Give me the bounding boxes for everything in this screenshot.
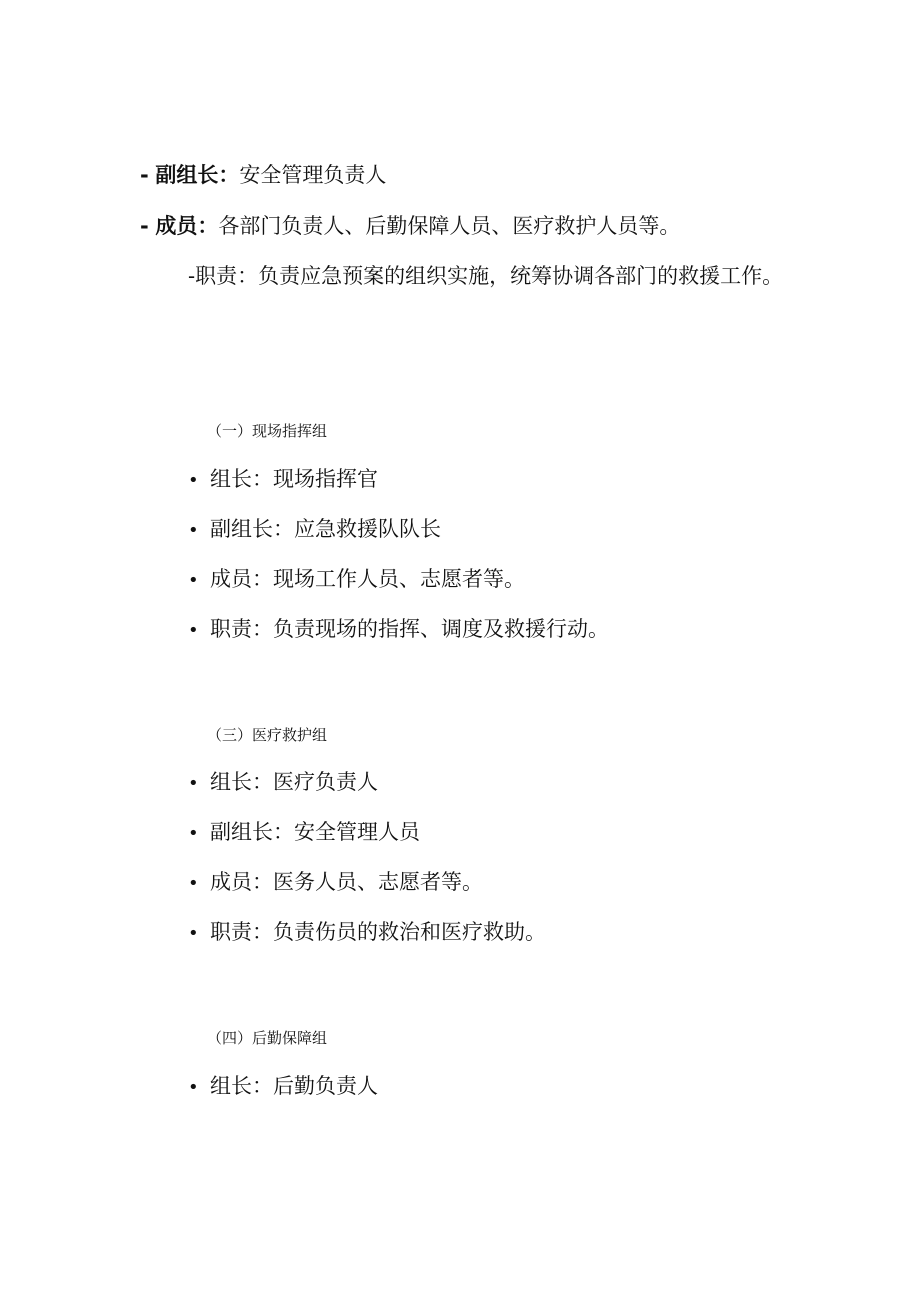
bullet-icon: • xyxy=(188,773,199,794)
group-heading-onsite-command: （一）现场指挥组 xyxy=(207,422,328,440)
deputy-leader-label: 副组长： xyxy=(155,163,240,187)
list-item-text: 职责：负责伤员的救治和医疗救助。 xyxy=(210,920,546,944)
list-item xyxy=(188,514,441,546)
list-item xyxy=(188,767,378,799)
list-item-text: 组长：现场指挥官 xyxy=(210,467,378,491)
list-item xyxy=(188,867,483,899)
list-item xyxy=(188,817,420,849)
list-item-text: 组长：后勤负责人 xyxy=(210,1074,378,1098)
members-label: 成员： xyxy=(155,214,219,238)
deputy-leader-line xyxy=(140,160,386,190)
bullet-icon: • xyxy=(188,620,199,641)
bullet-icon: • xyxy=(188,520,199,541)
list-item xyxy=(188,917,546,949)
list-item xyxy=(188,564,525,596)
bullet-icon: • xyxy=(188,823,199,844)
list-item-text: 成员：现场工作人员、志愿者等。 xyxy=(210,567,525,591)
group-heading-medical-rescue: （三）医疗救护组 xyxy=(207,726,328,744)
list-item-text: 职责：负责现场的指挥、调度及救援行动。 xyxy=(210,617,609,641)
list-item-text: 组长：医疗负责人 xyxy=(210,770,378,794)
list-item xyxy=(188,1071,378,1103)
bullet-icon: • xyxy=(188,470,199,491)
dash-marker: - xyxy=(140,214,149,238)
list-item xyxy=(188,464,378,496)
bullet-icon: • xyxy=(188,923,199,944)
bullet-icon: • xyxy=(188,873,199,894)
group-heading-logistics: （四）后勤保障组 xyxy=(207,1029,328,1047)
duty-paragraph: -职责：负责应急预案的组织实施，统筹协调各部门的救援工作。 xyxy=(188,264,784,288)
bullet-icon: • xyxy=(188,570,199,591)
members-line xyxy=(140,211,680,241)
list-item-text: 副组长：应急救援队队长 xyxy=(210,517,441,541)
deputy-leader-value: 安全管理负责人 xyxy=(239,163,387,187)
list-item xyxy=(188,614,609,646)
dash-marker: - xyxy=(140,163,149,187)
members-value: 各部门负责人、后勤保障人员、医疗救护人员等。 xyxy=(218,214,681,238)
list-item-text: 副组长：安全管理人员 xyxy=(210,820,420,844)
bullet-icon: • xyxy=(188,1077,199,1098)
list-item-text: 成员：医务人员、志愿者等。 xyxy=(210,870,483,894)
